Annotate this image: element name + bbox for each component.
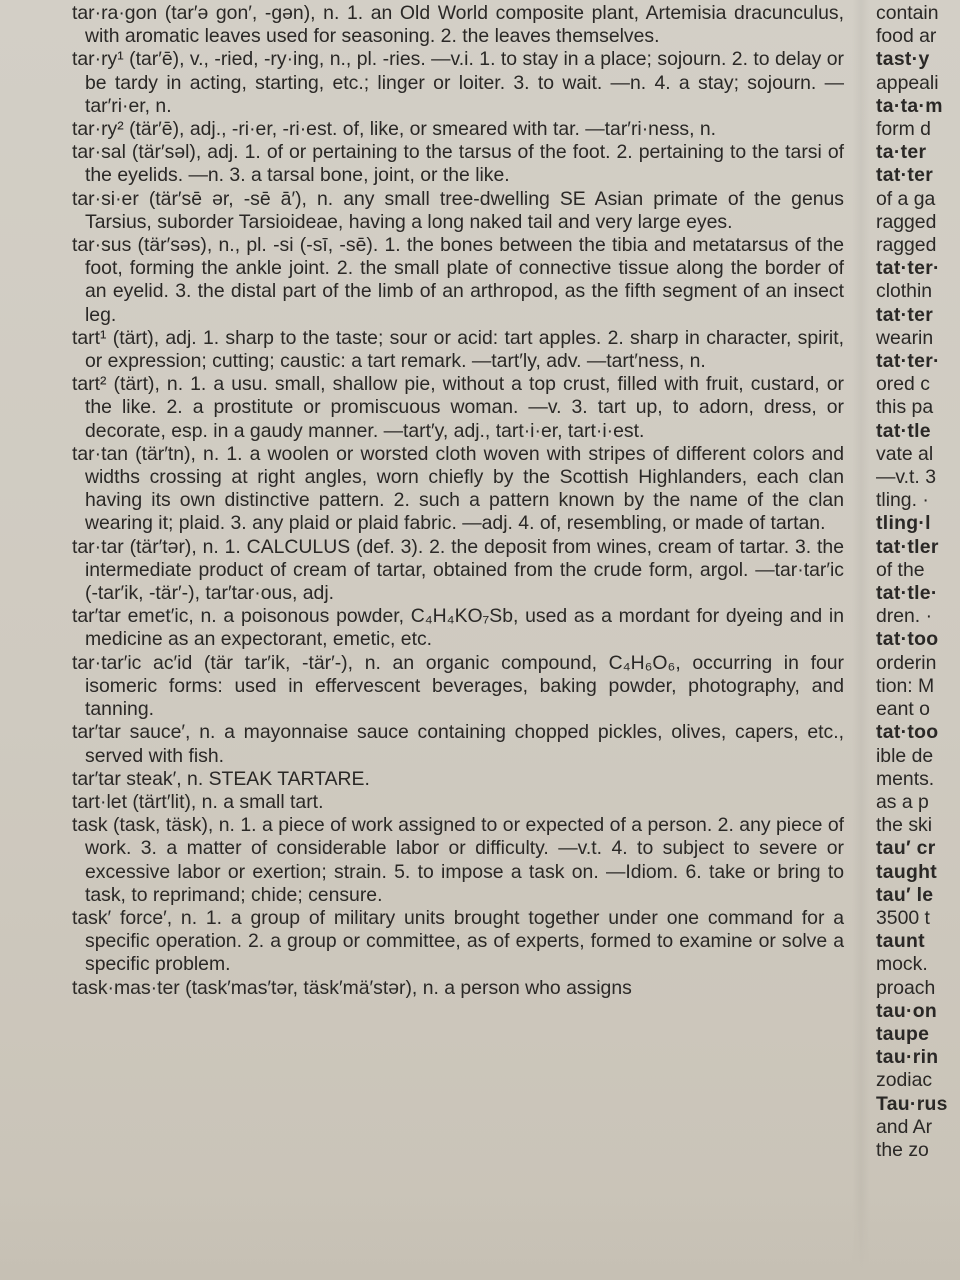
side-line: as a p	[876, 790, 929, 813]
entry-tartlet: tart·let (tärt′lit), n. a small tart.	[72, 790, 324, 813]
entry-taskmaster: task·mas·ter (task′mas′tər, täsk′mä′stər), n. a person who assigns	[72, 976, 632, 999]
side-line: Tau·rus	[876, 1092, 948, 1115]
side-line: mock.	[876, 953, 928, 976]
entry-tartar-emetic: tar′tar emet′ic, n. a poisonous powder, C₄H₄KO₇Sb, used as a mordant for dyeing and in medicine as an expectorant, emetic, etc.	[72, 605, 844, 651]
entry-tartar: tar·tar (tär′tər), n. 1. CALCULUS (def. 3). 2. the deposit from wines, cream of tartar. 3. the intermediate product of cream of tartar, obtained from the crude form, argol. —tar·tar′ic (-tar′ik, -tär′-), tar′tar·ous, adj.	[72, 535, 844, 605]
side-line: tat·ter	[876, 303, 934, 326]
side-line: ragged	[876, 210, 937, 233]
side-line: —v.t. 3	[876, 466, 936, 489]
side-line: form d	[876, 118, 931, 141]
entry-tartar-sauce: tar′tar sauce′, n. a mayonnaise sauce containing chopped pickles, olives, capers, etc., served with fish.	[72, 721, 844, 767]
entry-task-force: task′ force′, n. 1. a group of military units brought together under one command for a specific operation. 2. a group or committee, as of experts, formed to examine or solve a specific problem.	[72, 906, 844, 976]
entry-tarry-2: tar·ry² (tär′ē), adj., -ri·er, -ri·est. of, like, or smeared with tar. —tar′ri·ness, n.	[72, 118, 717, 141]
side-line: ible de	[876, 744, 934, 767]
side-line: tat·ter·	[876, 257, 940, 280]
side-line: tling. ·	[876, 489, 929, 512]
side-line: wearin	[876, 326, 934, 349]
side-line: tion: M	[876, 674, 935, 697]
side-line: of the	[876, 558, 925, 581]
side-line: tat·too	[876, 721, 939, 744]
side-line: tat·ter	[876, 164, 934, 187]
entry-tarsal: tar·sal (tär′səl), adj. 1. of or pertaining to the tarsus of the foot. 2. pertaining to the tarsi of the eyelids. —n. 3. a tarsal bone, joint, or the like.	[72, 141, 844, 187]
side-line: this pa	[876, 396, 934, 419]
side-line: dren. ·	[876, 605, 933, 628]
side-column	[876, 2, 960, 1162]
side-line: and Ar	[876, 1115, 933, 1138]
side-line: the zo	[876, 1138, 929, 1161]
page-bottom-margin	[0, 1190, 960, 1280]
entry-tarragon: tar·ra·gon (tar′ə gon′, -gən), n. 1. an Old World composite plant, Artemisia dracunculus, with aromatic leaves used for seasoning. 2. the leaves themselves.	[72, 2, 844, 48]
entry-tart-1: tart¹ (tärt), adj. 1. sharp to the taste; sour or acid: tart apples. 2. sharp in character, spirit, or expression; cutting; caustic: a tart remark. —tart′ly, adv. —tart′ness, n.	[72, 326, 844, 373]
entry-tartaric-acid: tar·tar′ic ac′id (tär tar′ik, -tär′-), n. an organic compound, C₄H₆O₆, occurring in four isomeric forms: used in effervescent beverages, baking powder, photography, and tanning.	[72, 651, 844, 721]
side-line: vate al	[876, 442, 934, 465]
side-line: ragged	[876, 234, 937, 257]
side-line: zodiac	[876, 1069, 933, 1092]
main-column	[72, 2, 844, 1000]
side-line: tat·too	[876, 628, 939, 651]
side-line: orderin	[876, 651, 937, 674]
entry-tarry-1: tar·ry¹ (tar′ē), v., -ried, -ry·ing, n., pl. -ries. —v.i. 1. to stay in a place; sojourn. 2. to delay or be tardy in acting, starting, etc.; linger or loiter. 3. to wait. —n. 4. a stay; sojourn. —tar′ri·er, n.	[72, 48, 844, 117]
side-line: proach	[876, 976, 936, 999]
side-line: contain	[876, 2, 939, 24]
side-line: tat·tler	[876, 535, 939, 558]
side-line: 3500 t	[876, 906, 930, 929]
side-line: ta·ter	[876, 141, 927, 164]
side-line: ta·ta·m	[876, 94, 943, 117]
side-line: tat·tle	[876, 419, 931, 442]
side-line: tling·l	[876, 512, 931, 535]
side-line: taunt	[876, 930, 925, 953]
side-line: taught	[876, 860, 938, 883]
side-line: ments.	[876, 767, 935, 790]
side-line: the ski	[876, 814, 933, 837]
entry-tarsier: tar·si·er (tär′sē ər, -sē ā′), n. any small tree-dwelling SE Asian primate of the genus Tarsius, suborder Tarsioideae, having a long naked tail and very large eyes.	[72, 187, 844, 233]
column-gutter	[852, 0, 870, 1280]
side-line: of a ga	[876, 187, 936, 210]
side-line: tat·tle·	[876, 582, 938, 605]
entry-tart-2: tart² (tärt), n. 1. a usu. small, shallow pie, without a top crust, filled with fruit, custard, or the like. 2. a prostitute or promiscuous woman. —v. 3. tart up, to adorn, dress, or decorate, esp. in a gaudy manner. —tart′y, adj., tart·i·er, tart·i·est.	[72, 373, 844, 442]
entry-tartar-steak: tar′tar steak′, n. STEAK TARTARE.	[72, 767, 370, 790]
side-line: appeali	[876, 71, 939, 94]
side-line: eant o	[876, 698, 930, 721]
entry-tarsus: tar·sus (tär′səs), n., pl. -si (-sī, -sē). 1. the bones between the tibia and metatarsus of the foot, forming the ankle joint. 2. the small plate of connective tissue along the border of an eyelid. 3. the distal part of the limb of an arthropod, as the fifth segment of an insect leg.	[72, 234, 844, 326]
side-line: taupe	[876, 1022, 930, 1045]
side-line: food ar	[876, 25, 937, 48]
side-line: tau′ le	[876, 883, 934, 906]
side-line: tau′ cr	[876, 837, 936, 860]
side-line: clothin	[876, 280, 933, 303]
entry-task: task (task, täsk), n. 1. a piece of work assigned to or expected of a person. 2. any piece of work. 3. a matter of considerable labor or difficulty. —v.t. 4. to subject to severe or excessive labor or exertion; strain. 5. to impose a task on. —Idiom. 6. take or bring to task, to reprimand; chide; censure.	[72, 814, 844, 906]
side-line: tau·on	[876, 999, 938, 1022]
side-line: ored c	[876, 373, 930, 396]
side-line: tast·y	[876, 48, 930, 71]
side-line: tat·ter·	[876, 350, 940, 373]
entry-tartan: tar·tan (tär′tn), n. 1. a woolen or worsted cloth woven with stripes of different colors and widths crossing at right angles, worn chiefly by the Scottish Highlanders, each clan having its own distinctive pattern. 2. such a pattern known by the name of the clan wearing it; plaid. 3. any plaid or plaid fabric. —adj. 4. of, resembling, or made of tartan.	[72, 442, 844, 535]
side-line: tau·rin	[876, 1046, 939, 1069]
